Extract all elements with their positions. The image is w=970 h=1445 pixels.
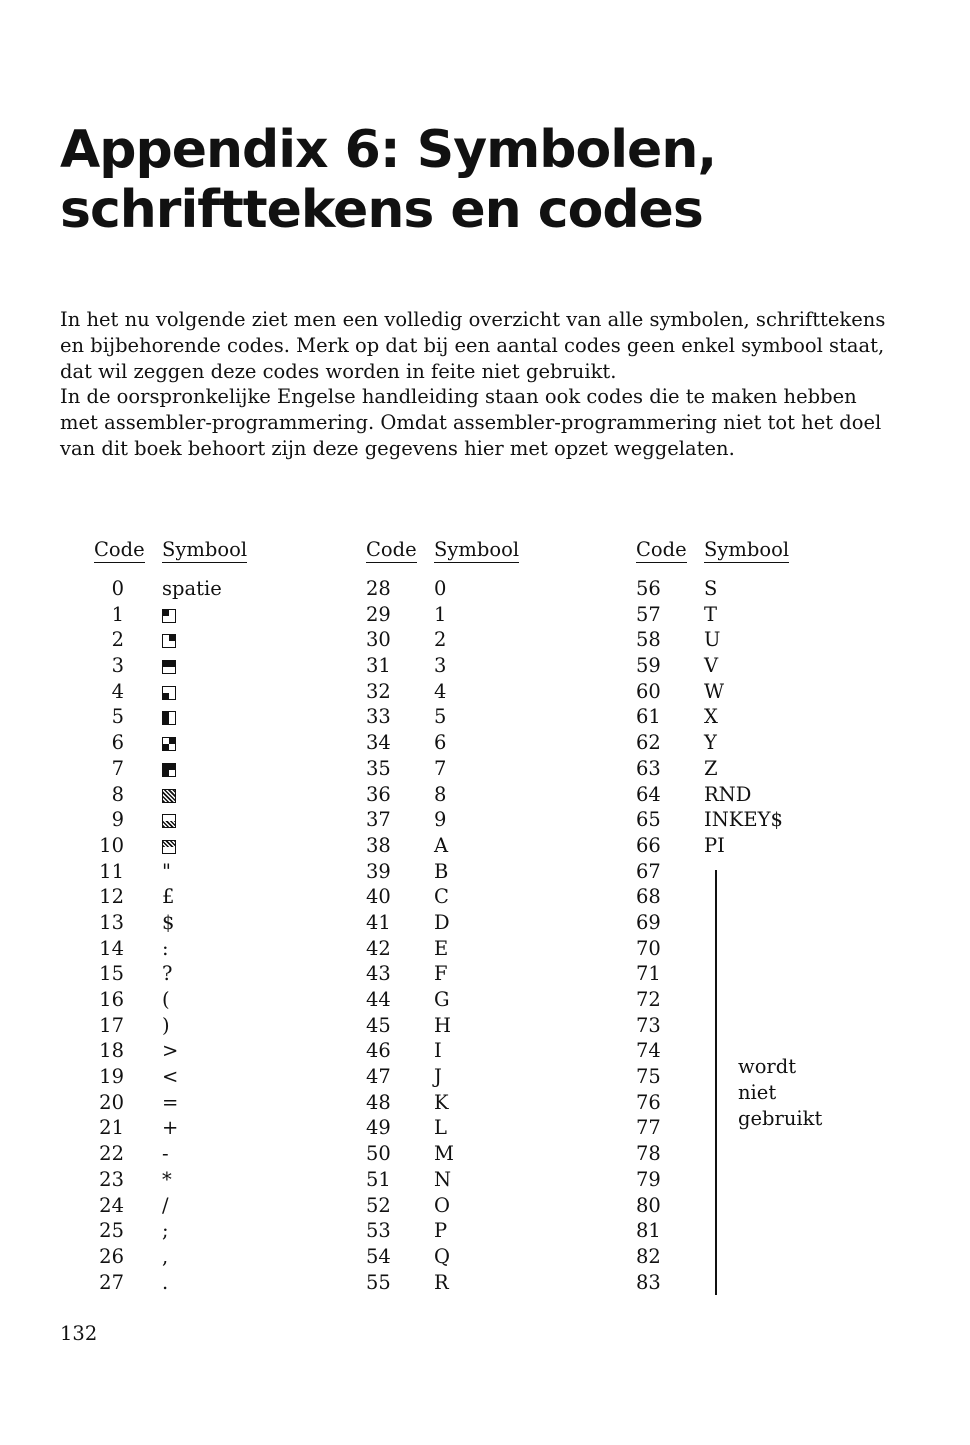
code-value: 4	[111, 679, 124, 703]
graphic-block-4-icon	[162, 680, 176, 703]
unused-note	[738, 1054, 822, 1132]
code-value: 34	[366, 731, 391, 755]
symbol-value: 8	[434, 782, 447, 806]
code-value: 48	[366, 1090, 391, 1114]
code-value: 70	[636, 936, 661, 960]
symbol-value: 3	[434, 654, 447, 678]
code-value: 59	[636, 654, 661, 678]
graphic-block-10-icon	[162, 834, 176, 857]
intro-paragraph-2: In de oorspronkelijke Engelse handleiding staan ook codes die te maken hebben met assembler-programmering. Omdat assembler-programmering niet tot het doel van dit boek behoort zijn deze gegevens hier met opzet weggelaten.	[60, 385, 882, 460]
code-value: 55	[366, 1270, 391, 1294]
code-value: 8	[111, 782, 124, 806]
symbol-value: 7	[434, 756, 447, 780]
code-value: 60	[636, 679, 661, 703]
symbol-value: C	[434, 885, 449, 909]
header-code: Code	[94, 538, 145, 561]
symbol-value: ?	[162, 962, 173, 986]
symbol-value: D	[434, 910, 450, 934]
page-number: 132	[60, 1322, 98, 1345]
symbol-value: Z	[704, 756, 718, 780]
code-value: 31	[366, 654, 391, 678]
symbol-value: K	[434, 1090, 449, 1114]
code-value: 47	[366, 1065, 391, 1089]
code-value: 76	[636, 1090, 661, 1114]
symbol-value: 4	[434, 679, 447, 703]
code-value: 35	[366, 756, 391, 780]
code-value: 29	[366, 602, 391, 626]
code-value: 67	[636, 859, 661, 883]
code-value: 21	[99, 1116, 124, 1140]
code-value: 13	[99, 910, 124, 934]
symbol-value: G	[434, 988, 450, 1011]
code-value: 68	[636, 885, 661, 909]
code-value: 3	[111, 654, 124, 678]
code-value: 36	[366, 782, 391, 806]
code-value: 15	[99, 962, 124, 986]
code-value: 43	[366, 962, 391, 986]
code-value: 81	[636, 1219, 661, 1243]
graphic-block-6-icon	[162, 731, 176, 754]
symbol-value: J	[434, 1065, 442, 1089]
symbol-value: 5	[434, 705, 447, 729]
code-value: 6	[111, 731, 124, 755]
code-value: 79	[636, 1167, 661, 1191]
symbol-value: H	[434, 1013, 452, 1037]
code-value: 7	[111, 756, 124, 780]
code-value: 14	[99, 936, 124, 960]
code-value: 30	[366, 628, 391, 652]
symbol-value: F	[434, 962, 448, 986]
code-value: 23	[99, 1167, 124, 1191]
code-value: 2	[111, 628, 124, 652]
unused-note-line: gebruikt	[738, 1107, 823, 1130]
symbol-value: M	[434, 1142, 454, 1166]
code-value: 38	[366, 833, 391, 857]
symbol-value: Q	[434, 1244, 450, 1268]
code-value: 78	[636, 1142, 661, 1166]
code-value: 9	[111, 808, 124, 832]
code-value: 74	[636, 1039, 661, 1063]
symbol-value: A	[434, 833, 449, 857]
header-symbol: Symbool	[162, 538, 248, 561]
code-value: 12	[99, 885, 124, 909]
symbol-value: P	[434, 1219, 448, 1243]
code-value: 66	[636, 833, 661, 857]
symbol-value: (	[162, 988, 170, 1011]
title-line-1: Appendix 6: Symbolen,	[60, 120, 717, 180]
code-value: 40	[366, 885, 391, 909]
symbol-value: "	[162, 859, 171, 883]
unused-note-line: wordt	[738, 1055, 797, 1078]
symbol-value: $	[162, 910, 175, 934]
graphic-block-1-icon	[162, 603, 176, 626]
code-value: 19	[99, 1065, 124, 1089]
symbol-value: 9	[434, 808, 447, 832]
symbol-value: S	[704, 577, 718, 600]
symbol-value: 0	[434, 577, 447, 600]
code-value: 53	[366, 1219, 391, 1243]
page-title	[60, 120, 716, 240]
code-value: 10	[99, 833, 124, 857]
code-value: 5	[111, 705, 124, 729]
symbol-value: W	[704, 679, 725, 703]
symbol-value: <	[162, 1065, 179, 1089]
graphic-block-9-icon	[162, 808, 176, 831]
code-value: 64	[636, 782, 661, 806]
symbol-value: +	[162, 1116, 179, 1140]
symbol-value: O	[434, 1193, 450, 1217]
symbol-value: X	[704, 705, 718, 729]
code-value: 52	[366, 1193, 391, 1217]
code-value: 46	[366, 1039, 391, 1063]
code-value: 41	[366, 910, 391, 934]
symbol-value: U	[704, 628, 721, 652]
symbol-value: L	[434, 1116, 447, 1140]
code-value: 39	[366, 859, 391, 883]
code-value: 49	[366, 1116, 391, 1140]
symbol-value: ;	[162, 1219, 169, 1243]
code-value: 54	[366, 1244, 391, 1268]
symbol-value: T	[704, 602, 718, 626]
code-value: 0	[111, 577, 124, 600]
symbol-value: E	[434, 936, 449, 960]
code-value: 56	[636, 577, 661, 600]
code-value: 72	[636, 988, 661, 1011]
symbol-value: )	[162, 1013, 170, 1037]
code-value: 17	[99, 1013, 124, 1037]
code-value: 80	[636, 1193, 661, 1217]
code-value: 73	[636, 1013, 661, 1037]
code-value: 25	[99, 1219, 124, 1243]
symbol-value: /	[162, 1193, 169, 1217]
code-value: 11	[99, 859, 124, 883]
code-value: 83	[636, 1270, 661, 1294]
code-value: 33	[366, 705, 391, 729]
code-value: 62	[636, 731, 661, 755]
code-value: 61	[636, 705, 661, 729]
symbol-value: >	[162, 1039, 179, 1063]
code-value: 20	[99, 1090, 124, 1114]
code-value: 37	[366, 808, 391, 832]
code-value: 75	[636, 1065, 661, 1089]
symbol-value: 2	[434, 628, 447, 652]
symbol-value: R	[434, 1270, 449, 1294]
symbol-value: .	[162, 1270, 169, 1294]
code-value: 18	[99, 1039, 124, 1063]
symbol-value: I	[434, 1039, 442, 1063]
code-value: 42	[366, 936, 391, 960]
code-value: 58	[636, 628, 661, 652]
symbol-value: PI	[704, 833, 725, 857]
header-symbol: Symbool	[434, 538, 520, 561]
code-value: 71	[636, 962, 661, 986]
code-value: 57	[636, 602, 661, 626]
intro-paragraph-1: In het nu volgende ziet men een volledig overzicht van alle symbolen, schrifttekens en bijbehorende codes. Merk op dat bij een aantal codes geen enkel symbool staat, dat wil zeggen deze codes worden in feite niet gebruikt.	[60, 308, 886, 383]
header-code: Code	[366, 538, 417, 561]
unused-note-line: niet	[738, 1081, 777, 1104]
code-value: 65	[636, 808, 661, 832]
code-value: 45	[366, 1013, 391, 1037]
code-value: 24	[99, 1193, 124, 1217]
graphic-block-3-icon	[162, 654, 176, 677]
code-value: 69	[636, 910, 661, 934]
code-value: 27	[99, 1270, 124, 1294]
header-symbol: Symbool	[704, 538, 790, 561]
code-value: 44	[366, 988, 391, 1011]
code-value: 28	[366, 577, 391, 600]
title-line-2: schrifttekens en codes	[60, 180, 703, 240]
code-value: 50	[366, 1142, 391, 1166]
symbol-value: =	[162, 1090, 179, 1114]
symbol-value: RND	[704, 782, 752, 806]
code-value: 1	[111, 602, 124, 626]
code-value: 16	[99, 988, 124, 1011]
code-value: 77	[636, 1116, 661, 1140]
symbol-value: B	[434, 859, 449, 883]
unused-range-bracket	[715, 870, 717, 1295]
symbol-value: :	[162, 936, 169, 960]
symbol-value: 6	[434, 731, 447, 755]
symbol-value: INKEY$	[704, 808, 783, 832]
symbol-value: -	[162, 1142, 169, 1166]
symbol-value: spatie	[162, 577, 222, 600]
symbol-value: N	[434, 1167, 452, 1191]
symbol-value: Y	[704, 731, 717, 755]
intro-text	[60, 307, 890, 462]
code-value: 26	[99, 1244, 124, 1268]
code-value: 32	[366, 679, 391, 703]
symbol-value: 1	[434, 602, 447, 626]
symbol-value: V	[704, 654, 719, 678]
graphic-block-2-icon	[162, 628, 176, 651]
symbol-value: *	[162, 1167, 172, 1191]
code-value: 22	[99, 1142, 124, 1166]
symbol-value: ,	[162, 1244, 169, 1268]
header-code: Code	[636, 538, 687, 561]
graphic-block-5-icon	[162, 705, 176, 728]
graphic-block-8-icon	[162, 783, 176, 806]
code-value: 51	[366, 1167, 391, 1191]
symbol-value: £	[162, 885, 175, 909]
graphic-block-7-icon	[162, 757, 176, 780]
code-value: 82	[636, 1244, 661, 1268]
code-value: 63	[636, 756, 661, 780]
